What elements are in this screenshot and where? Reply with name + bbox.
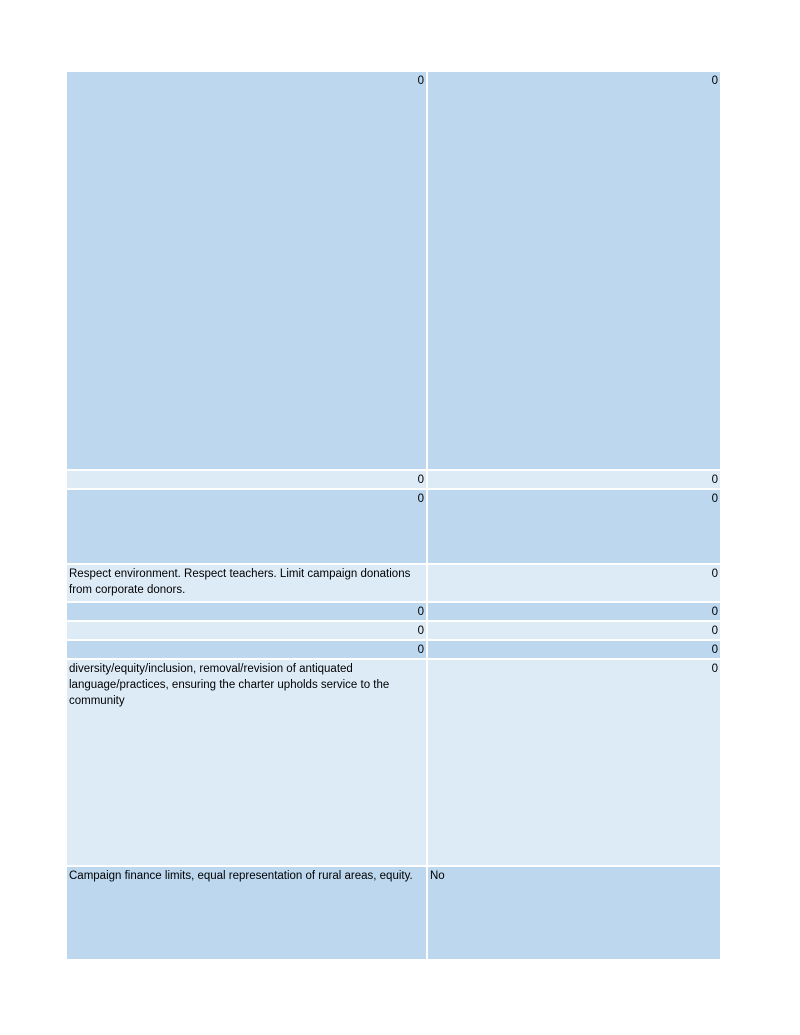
table-row [67,488,720,563]
table-row [67,601,720,620]
table-row [67,469,720,488]
table-cell[interactable]: 0 [428,660,720,865]
table-cell[interactable]: 0 [428,603,720,620]
table-row [67,658,720,865]
table-row [67,620,720,639]
table-cell[interactable]: 0 [67,490,428,563]
table-cell[interactable]: 0 [428,72,720,469]
table-cell[interactable]: No [428,867,720,959]
spreadsheet-table [67,72,720,959]
table-row [67,639,720,658]
table-cell[interactable]: 0 [428,641,720,658]
table-cell[interactable]: 0 [67,72,428,469]
table-cell[interactable]: 0 [428,490,720,563]
table-row [67,72,720,469]
table-cell[interactable]: 0 [67,622,428,639]
table-cell[interactable]: 0 [67,641,428,658]
table-cell[interactable]: 0 [428,565,720,601]
table-cell[interactable]: 0 [428,471,720,488]
table-cell[interactable]: 0 [67,603,428,620]
table-cell[interactable]: diversity/equity/inclusion, removal/revision of antiquated language/practices, ensuring the charter upholds service to the community [67,660,428,865]
table-row [67,865,720,959]
table-row [67,563,720,601]
table-cell[interactable]: 0 [67,471,428,488]
table-cell[interactable]: Respect environment. Respect teachers. Limit campaign donations from corporate donors. [67,565,428,601]
table-cell[interactable]: 0 [428,622,720,639]
table-cell[interactable]: Campaign finance limits, equal representation of rural areas, equity. [67,867,428,959]
